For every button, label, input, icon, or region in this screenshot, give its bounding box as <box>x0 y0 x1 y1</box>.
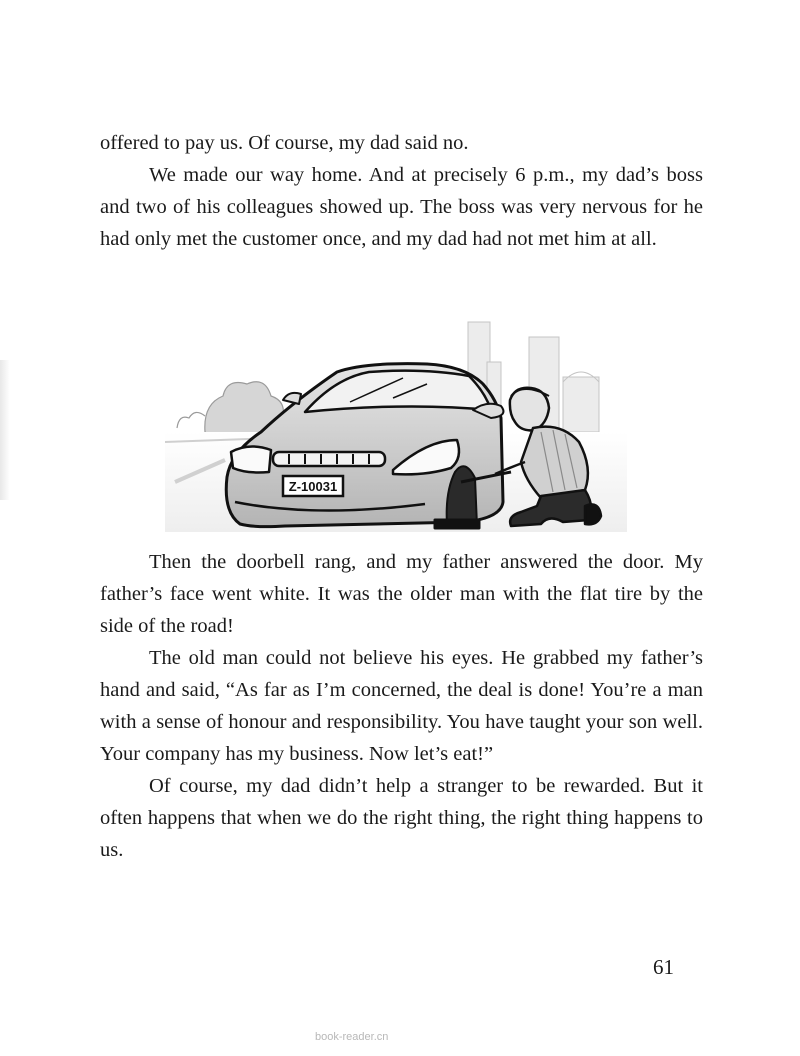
page-number: 61 <box>653 955 674 979</box>
watermark: book-reader.cn <box>315 1031 389 1043</box>
paragraph: We made our way home. And at precisely 6 p.m., my dad’s boss and two of his colleagues showed up. The boss was very nervous for he had only met the customer once, and my dad had not met him at all. <box>100 164 703 250</box>
paragraph: offered to pay us. Of course, my dad said no. <box>100 132 469 154</box>
page-edge-shadow <box>0 360 10 500</box>
text-block-bottom <box>100 546 703 866</box>
paragraph: Of course, my dad didn’t help a stranger to be rewarded. But it often happens that when we do the right thing, the right thing happens to us. <box>100 775 703 861</box>
text-block-top <box>100 127 703 255</box>
paragraph: The old man could not believe his eyes. He grabbed my father’s hand and said, “As far as I’m concerned, the deal is done! You’re a man with a sense of honour and responsibility. You have taught your son well. Your company has my business. Now let’s eat!” <box>100 647 703 765</box>
car-tire-illustration <box>165 292 627 532</box>
license-plate-text: Z-10031 <box>288 479 338 494</box>
paragraph: Then the doorbell rang, and my father answered the door. My father’s face went white. It was the older man with the flat tire by the side of the road! <box>100 551 703 637</box>
license-plate <box>283 476 343 496</box>
